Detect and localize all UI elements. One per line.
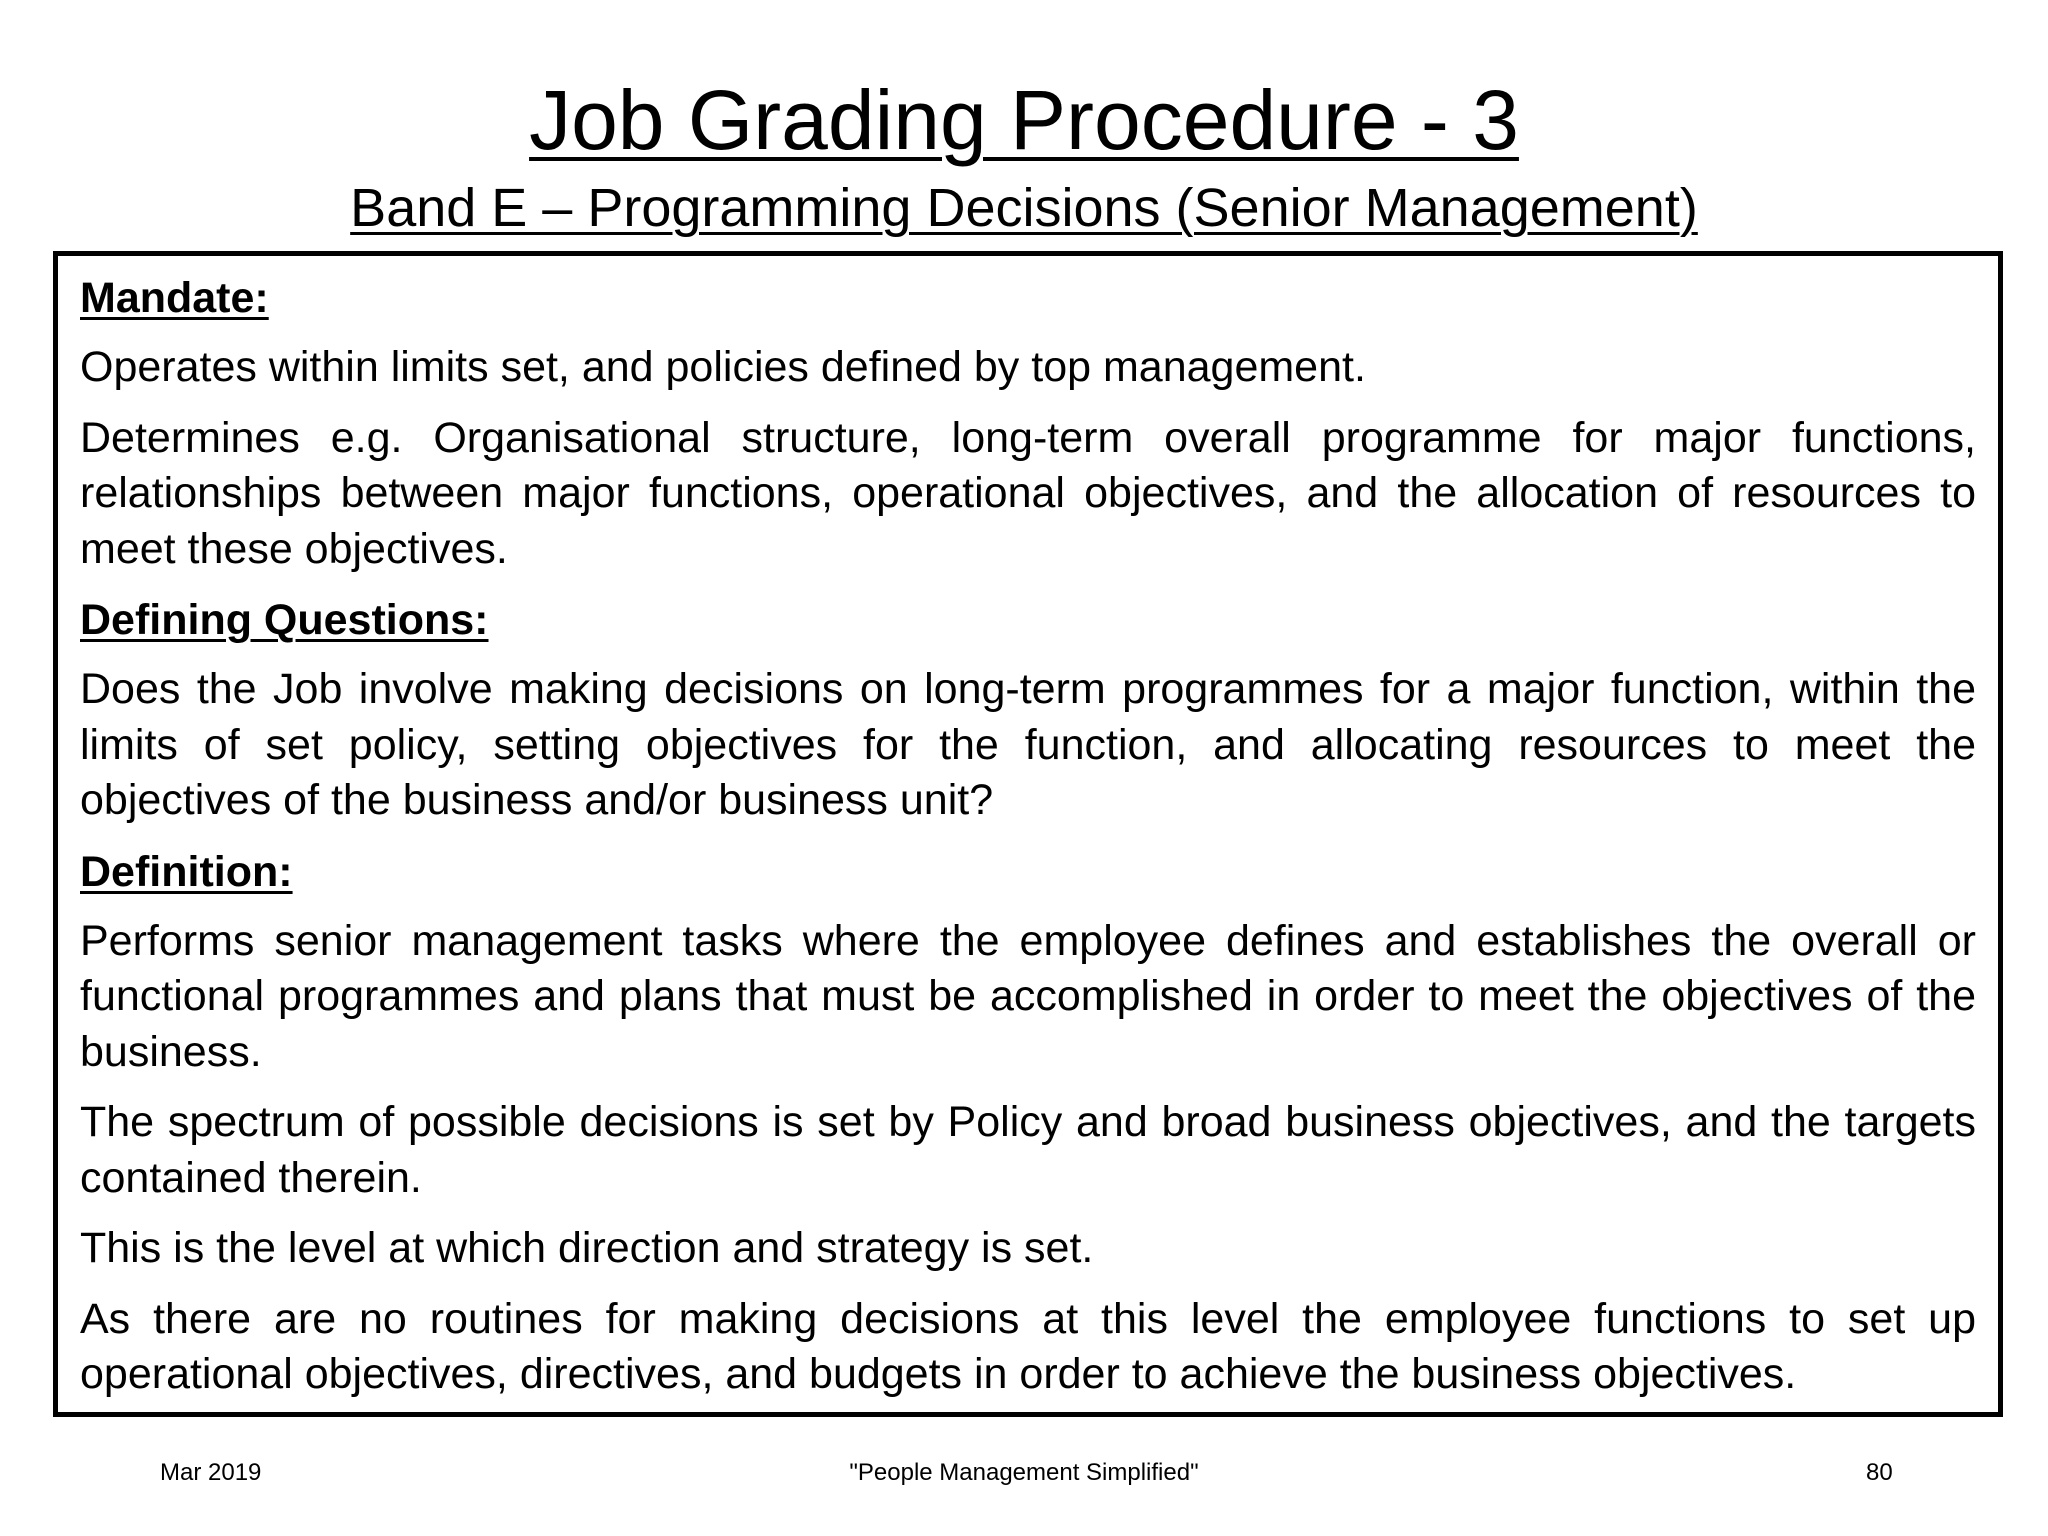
mandate-heading: Mandate: [80, 274, 269, 322]
definition-heading: Definition: [80, 847, 293, 896]
definition-paragraph: This is the level at which direction and strategy is set. [80, 1224, 1094, 1272]
definition-paragraph: The spectrum of possible decisions is set by Policy and broad business objectives, and the targets contained therein. [80, 1098, 1976, 1202]
footer-date: Mar 2019 [160, 1459, 262, 1486]
content-box [53, 251, 2003, 1417]
defining-questions-paragraph: Does the Job involve making decisions on long-term programmes for a major function, within the limits of set policy, setting objectives for the function, and allocating resources to meet the objectives of the business and/or business unit? [80, 665, 1976, 824]
mandate-paragraph: Operates within limits set, and policies defined by top management. [80, 343, 1366, 391]
mandate-paragraph: Determines e.g. Organisational structure, long-term overall programme for major functions, relationships between major functions, operational objectives, and the allocation of resources to meet these objectives. [80, 413, 1976, 573]
footer-title: "People Management Simplified" [849, 1459, 1199, 1486]
slide-title: Job Grading Procedure - 3 [529, 73, 1519, 167]
defining-questions-heading: Defining Questions: [80, 596, 489, 644]
definition-paragraph: As there are no routines for making decisions at this level the employee functions to set up operational objectives, directives, and budgets in order to achieve the business objectives. [80, 1294, 1976, 1398]
definition-paragraph: Performs senior management tasks where the employee defines and establishes the overall or functional programmes and plans that must be accomplished in order to meet the objectives of the business. [80, 916, 1976, 1076]
page-number: 80 [1866, 1459, 1893, 1486]
slide-subtitle: Band E – Programming Decisions (Senior Management) [350, 178, 1698, 238]
